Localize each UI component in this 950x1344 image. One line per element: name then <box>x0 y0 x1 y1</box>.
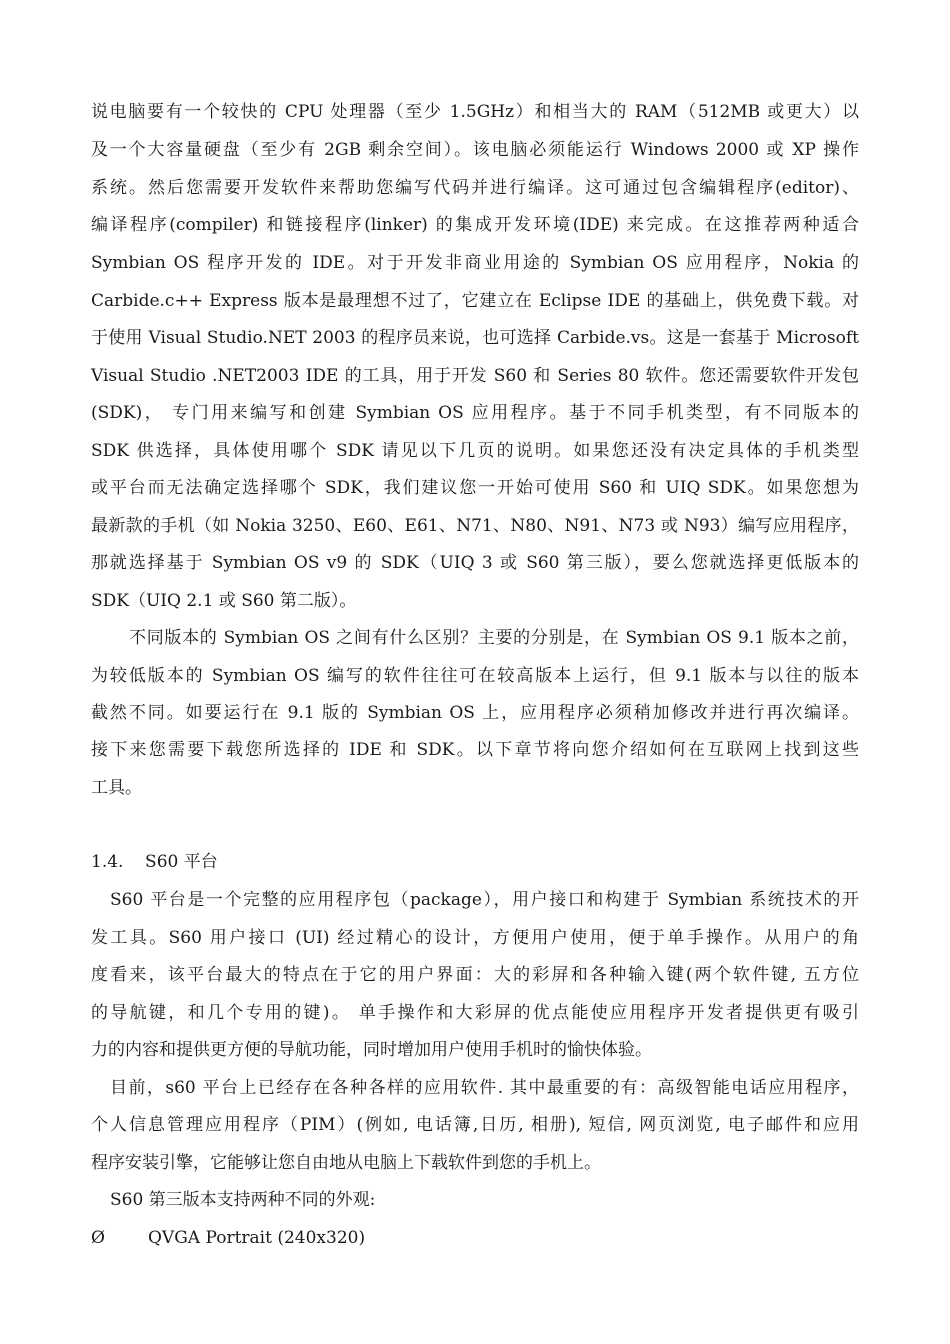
paragraph-line: 力的内容和提供更方便的导航功能，同时增加用户使用手机时的愉快体验。 <box>91 1040 652 1060</box>
paragraph-line: 的导航键，和几个专用的键)。 单手操作和大彩屏的优点能使应用程序开发者提供更有吸引 <box>91 1003 859 1023</box>
paragraph-line: 度看来，该平台最大的特点在于它的用户界面：大的彩屏和各种输入键(两个软件键, 五方位 <box>91 965 859 985</box>
paragraph-line: 发工具。S60 用户接口 (UI) 经过精心的设计，方便用户使用，便于单手操作。从用户的角 <box>91 928 859 948</box>
bullet-marker: Ø <box>91 1228 105 1248</box>
paragraph-line: 说电脑要有一个较快的 CPU 处理器（至少 1.5GHz）和相当大的 RAM（512MB 或更大）以 <box>91 102 859 122</box>
paragraph-line: 最新款的手机（如 Nokia 3250、E60、E61、N71、N80、N91、N73 或 N93）编写应用程序， <box>91 516 859 536</box>
paragraph-line: (SDK)， 专门用来编写和创建 Symbian OS 应用程序。基于不同手机类型，有不同版本的 <box>91 403 859 423</box>
section-heading: 1.4. S60 平台 <box>91 852 218 872</box>
paragraph-line: 系统。然后您需要开发软件来帮助您编写代码并进行编译。这可通过包含编辑程序(editor)、 <box>91 178 859 198</box>
paragraph-line: S60 第三版本支持两种不同的外观: <box>110 1190 376 1210</box>
paragraph-line: S60 平台是一个完整的应用程序包（package），用户接口和构建于 Symbian 系统技术的开 <box>110 890 859 910</box>
paragraph-line: 那就选择基于 Symbian OS v9 的 SDK（UIQ 3 或 S60 第三版），要么您就选择更低版本的 <box>91 553 859 573</box>
paragraph-line: SDK 供选择，具体使用哪个 SDK 请见以下几页的说明。如果您还没有决定具体的手机类型 <box>91 441 859 461</box>
paragraph-line: 或平台而无法确定选择哪个 SDK，我们建议您一开始可使用 S60 和 UIQ SDK。如果您想为 <box>91 478 859 498</box>
paragraph-line: 截然不同。如要运行在 9.1 版的 Symbian OS 上，应用程序必须稍加修改并进行再次编译。 <box>91 703 859 723</box>
bullet-item-text: QVGA Portrait (240x320) <box>148 1228 366 1248</box>
paragraph-line: Carbide.c++ Express 版本是最理想不过了，它建立在 Eclipse IDE 的基础上，供免费下载。对 <box>91 291 859 311</box>
paragraph-line: 个人信息管理应用程序（PIM）(例如, 电话簿,日历, 相册), 短信, 网页浏览, 电子邮件和应用 <box>91 1115 859 1135</box>
paragraph-line: 于使用 Visual Studio.NET 2003 的程序员来说，也可选择 Carbide.vs。这是一套基于 Microsoft <box>91 328 859 348</box>
paragraph-line: 不同版本的 Symbian OS 之间有什么区别？主要的分别是，在 Symbian OS 9.1 版本之前， <box>129 628 859 648</box>
paragraph-line: 编译程序(compiler) 和链接程序(linker) 的集成开发环境(IDE) 来完成。在这推荐两种适合 <box>91 215 859 235</box>
paragraph-line: Visual Studio .NET2003 IDE 的工具，用于开发 S60 和 Series 80 软件。您还需要软件开发包 <box>91 366 859 386</box>
paragraph-line: SDK（UIQ 2.1 或 S60 第二版）。 <box>91 591 357 611</box>
paragraph-line: 及一个大容量硬盘（至少有 2GB 剩余空间）。该电脑必须能运行 Windows 2000 或 XP 操作 <box>91 140 859 160</box>
paragraph-line: 工具。 <box>91 778 142 798</box>
paragraph-line: Symbian OS 程序开发的 IDE。对于开发非商业用途的 Symbian OS 应用程序，Nokia 的 <box>91 253 859 273</box>
paragraph-line: 为较低版本的 Symbian OS 编写的软件往往可在较高版本上运行，但 9.1 版本与以往的版本 <box>91 666 859 686</box>
paragraph-line: 接下来您需要下载您所选择的 IDE 和 SDK。以下章节将向您介绍如何在互联网上找到这些 <box>91 740 859 760</box>
paragraph-line: 目前，s60 平台上已经存在各种各样的应用软件. 其中最重要的有：高级智能电话应用程序， <box>110 1078 859 1098</box>
paragraph-line: 程序安装引擎，它能够让您自由地从电脑上下载软件到您的手机上。 <box>91 1153 601 1173</box>
